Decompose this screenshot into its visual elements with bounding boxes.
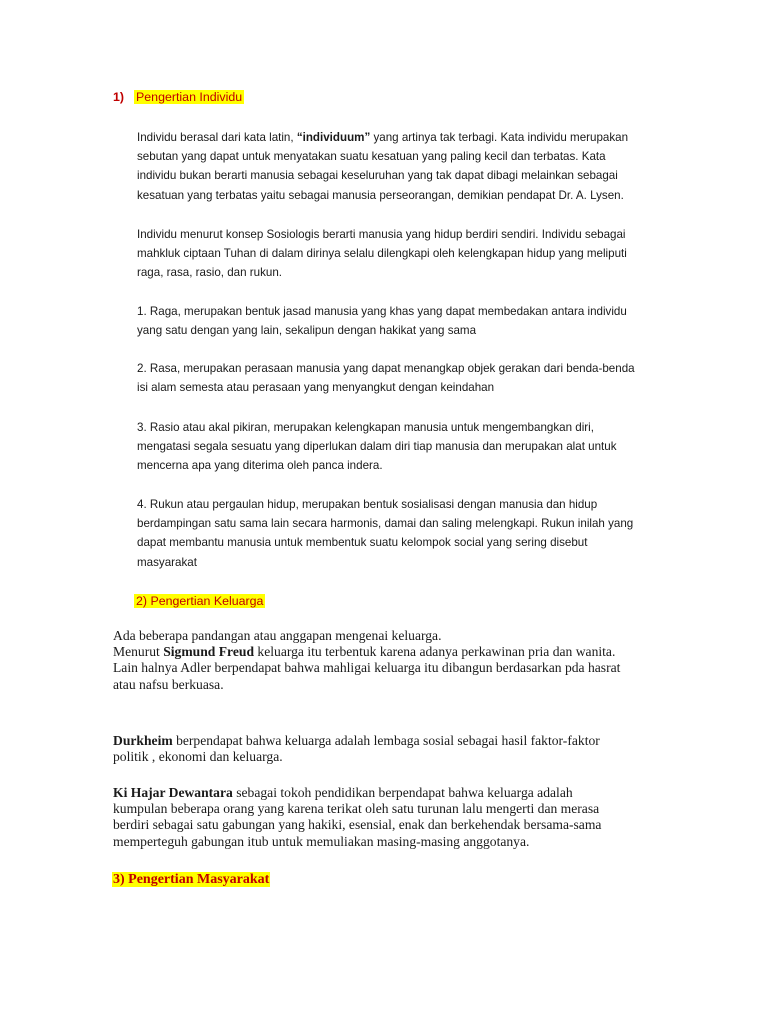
text-line: dapat membantu manusia untuk membentuk suatu kelompok social yang sering disebut	[137, 536, 588, 550]
text-line: memperteguh gabungan itub untuk memuliakan masing-masing anggotanya.	[113, 833, 530, 849]
list-item-rukun	[137, 495, 682, 572]
text-line: mencerna apa yang diterima oleh panca indera.	[137, 459, 383, 473]
text-line: individu bukan berarti manusia sebagai keseluruhan yang tak dapat dibagi melainkan sebagai	[137, 169, 618, 183]
heading-pengertian-keluarga	[134, 594, 265, 608]
text-line: sebutan yang dapat untuk menyatakan suatu kesatuan yang paling kecil dan terbatas. Kata	[137, 150, 606, 164]
text-line: Menurut Sigmund Freud keluarga itu terbentuk karena adanya perkawinan pria dan wanita.	[113, 644, 616, 660]
text-line: atau nafsu berkuasa.	[113, 676, 224, 692]
text-line: Ki Hajar Dewantara sebagai tokoh pendidikan berpendapat bahwa keluarga adalah	[113, 785, 573, 800]
name-durkheim: Durkheim	[113, 733, 173, 748]
text-line: isi alam semesta atau perasaan yang menyangkut dengan keindahan	[137, 381, 495, 395]
text-line: berdampingan satu sama lain secara harmonis, damai dan saling melengkapi. Rukun inilah yang	[137, 517, 634, 531]
text-line: 4. Rukun atau pergaulan hidup, merupakan bentuk sosialisasi dengan manusia dan hidup	[137, 498, 598, 511]
heading-number: 1)	[113, 90, 125, 104]
text-line: raga, rasa, rasio, dan rukun.	[137, 266, 283, 280]
text-line: masyarakat	[137, 555, 197, 569]
heading-title: 2) Pengertian Keluarga	[136, 594, 264, 608]
heading-title: 3) Pengertian Masyarakat	[113, 872, 270, 887]
text-line: 2. Rasa, merupakan perasaan manusia yang dapat menangkap objek gerakan dari benda-benda	[137, 362, 635, 375]
text-line: politik , ekonomi dan keluarga.	[113, 749, 283, 765]
paragraph-individu-sosiologis	[137, 225, 682, 283]
text-line: 3. Rasio atau akal pikiran, merupakan kelengkapan manusia untuk mengembangkan diri,	[137, 421, 594, 434]
list-item-rasa	[137, 359, 682, 397]
paragraph-durkheim	[113, 733, 693, 765]
text-line: berdiri sebagai satu gabungan yang hakiki, esensial, enak dan berkehendak bersama-sama	[113, 817, 602, 833]
heading-pengertian-masyarakat	[112, 872, 270, 888]
heading-pengertian-individu	[113, 90, 244, 104]
paragraph-keluarga-pandangan	[113, 628, 693, 693]
text-line: kumpulan beberapa orang yang karena terikat oleh satu turunan lalu mengerti dan merasa	[113, 801, 600, 817]
text-line: mengatasi segala sesuatu yang diperlukan dalam diri tiap manusia dan merupakan alat untuk	[137, 440, 617, 454]
text-line: Ada beberapa pandangan atau anggapan mengenai keluarga.	[113, 628, 442, 643]
list-item-rasio	[137, 418, 682, 476]
name-sigmund-freud: Sigmund Freud	[163, 644, 255, 660]
text-line: Durkheim berpendapat bahwa keluarga adalah lembaga sosial sebagai hasil faktor-faktor	[113, 733, 600, 748]
text-line: Individu menurut konsep Sosiologis berarti manusia yang hidup berdiri sendiri. Individu sebagai	[137, 228, 626, 241]
heading-title: Pengertian Individu	[136, 90, 243, 104]
paragraph-ki-hajar-dewantara	[113, 785, 693, 850]
text-line: Lain halnya Adler berpendapat bahwa mahligai keluarga itu dibangun berdasarkan pda hasrat	[113, 660, 621, 676]
text-line: kesatuan yang terbatas yaitu sebagai manusia perseorangan, demikian pendapat Dr. A. Lysen.	[137, 188, 624, 202]
text-line: yang satu dengan yang lain, sekalipun dengan hakikat yang sama	[137, 324, 477, 338]
name-ki-hajar-dewantara: Ki Hajar Dewantara	[113, 785, 233, 800]
list-item-raga	[137, 302, 682, 340]
term-individuum: “individuum”	[296, 131, 371, 144]
text-line: Individu berasal dari kata latin, “individuum” yang artinya tak terbagi. Kata individu merupakan	[137, 131, 629, 144]
text-line: 1. Raga, merupakan bentuk jasad manusia yang khas yang dapat membedakan antara individu	[137, 305, 627, 318]
paragraph-individu-definition	[137, 128, 682, 205]
text-line: mahkluk ciptaan Tuhan di dalam dirinya selalu dilengkapi oleh kelengkapan hidup yang meliputi	[137, 247, 627, 261]
